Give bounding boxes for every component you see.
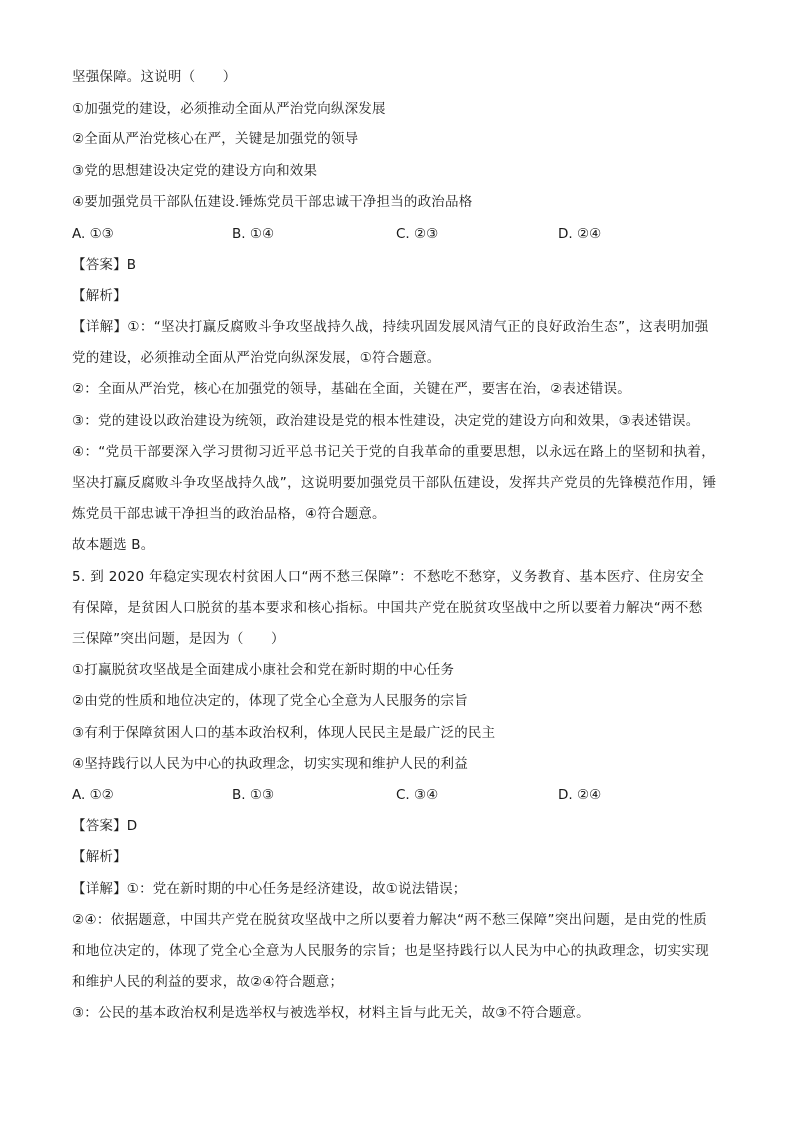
q5-option-c: C. ③④ — [396, 787, 439, 803]
q5-option-d: D. ②④ — [558, 787, 602, 803]
q5-option-a: A. ①② — [72, 787, 114, 803]
q4-detail-2: ②：全面从严治党，核心在加强党的领导，基础在全面，关键在严，要害在治，②表述错误。 — [72, 381, 631, 397]
q4-detail-4c: 炼党员干部忠诚干净担当的政治品格，④符合题意。 — [72, 506, 386, 522]
q4-analysis-heading: 【解析】 — [72, 288, 127, 304]
q5-statement-4: ④坚持践行以人民为中心的执政理念，切实实现和维护人民的利益 — [72, 756, 468, 772]
q5-stem-3: 三保障”突出问题，是因为（ ） — [72, 631, 285, 647]
q4-statement-4: ④要加强党员干部队伍建设.锤炼党员干部忠诚干净担当的政治品格 — [72, 194, 473, 210]
q4-detail-3: ③：党的建设以政治建设为统领，政治建设是党的根本性建设，决定党的建设方向和效果，③表述错误。 — [72, 413, 700, 429]
q5-statement-1: ①打赢脱贫攻坚战是全面建成小康社会和党在新时期的中心任务 — [72, 662, 455, 678]
q5-detail-2a: ②④：依据题意，中国共产党在脱贫攻坚战中之所以要着力解决“两不愁三保障”突出问题，是由党的性质 — [72, 912, 708, 928]
q5-stem-2: 有保障，是贫困人口脱贫的基本要求和核心指标。中国共产党在脱贫攻坚战中之所以要着力解决“两不愁 — [72, 600, 703, 616]
q5-stem-1: 5. 到 2020 年稳定实现农村贫困人口“两不愁三保障”：不愁吃不愁穿，义务教育、基本医疗、住房安全 — [72, 569, 704, 585]
q5-detail-2c: 和维护人民的利益的要求，故②④符合题意； — [72, 974, 344, 990]
q5-option-b: B. ①③ — [232, 787, 275, 803]
q5-detail-3: ③：公民的基本政治权利是选举权与被选举权，材料主旨与此无关，故③不符合题意。 — [72, 1005, 590, 1021]
q4-answer: 【答案】B — [72, 257, 137, 273]
q5-detail-2b: 和地位决定的，体现了党全心全意为人民服务的宗旨；也是坚持践行以人民为中心的执政理念，切实实现 — [72, 943, 710, 959]
q4-option-c: C. ②③ — [396, 226, 439, 242]
q4-detail-1b: 党的建设，必须推动全面从严治党向纵深发展，①符合题意。 — [72, 350, 441, 366]
q5-answer: 【答案】D — [72, 818, 138, 834]
q4-statement-2: ②全面从严治党核心在严，关键是加强党的领导 — [72, 131, 359, 147]
q4-detail-4a: ④：“党员干部要深入学习贯彻习近平总书记关于党的自我革命的重要思想，以永远在路上的坚韧和执着， — [72, 444, 716, 460]
q4-detail-1a: 【详解】①：“坚决打赢反腐败斗争攻坚战持久战，持续巩固发展风清气正的良好政治生态”，这表明加强 — [72, 319, 709, 335]
q4-option-d: D. ②④ — [558, 226, 602, 242]
q5-analysis-heading: 【解析】 — [72, 849, 127, 865]
q4-detail-4b: 坚决打赢反腐败斗争攻坚战持久战”，这说明要加强党员干部队伍建设，发挥共产党员的先锋模范作用，锤 — [72, 475, 717, 491]
q5-statement-3: ③有利于保障贫困人口的基本政治权利，体现人民民主是最广泛的民主 — [72, 725, 496, 741]
q4-statement-3: ③党的思想建设决定党的建设方向和效果 — [72, 163, 318, 179]
q4-statement-1: ①加强党的建设，必须推动全面从严治党向纵深发展 — [72, 101, 386, 117]
q5-detail-1: 【详解】①：党在新时期的中心任务是经济建设，故①说法错误； — [72, 881, 467, 897]
q4-stem-end: 坚强保障。这说明（ ） — [72, 69, 237, 85]
q4-option-a: A. ①③ — [72, 226, 114, 242]
q4-option-b: B. ①④ — [232, 226, 275, 242]
q4-conclusion: 故本题选 B。 — [72, 537, 155, 553]
q5-statement-2: ②由党的性质和地位决定的，体现了党全心全意为人民服务的宗旨 — [72, 693, 468, 709]
